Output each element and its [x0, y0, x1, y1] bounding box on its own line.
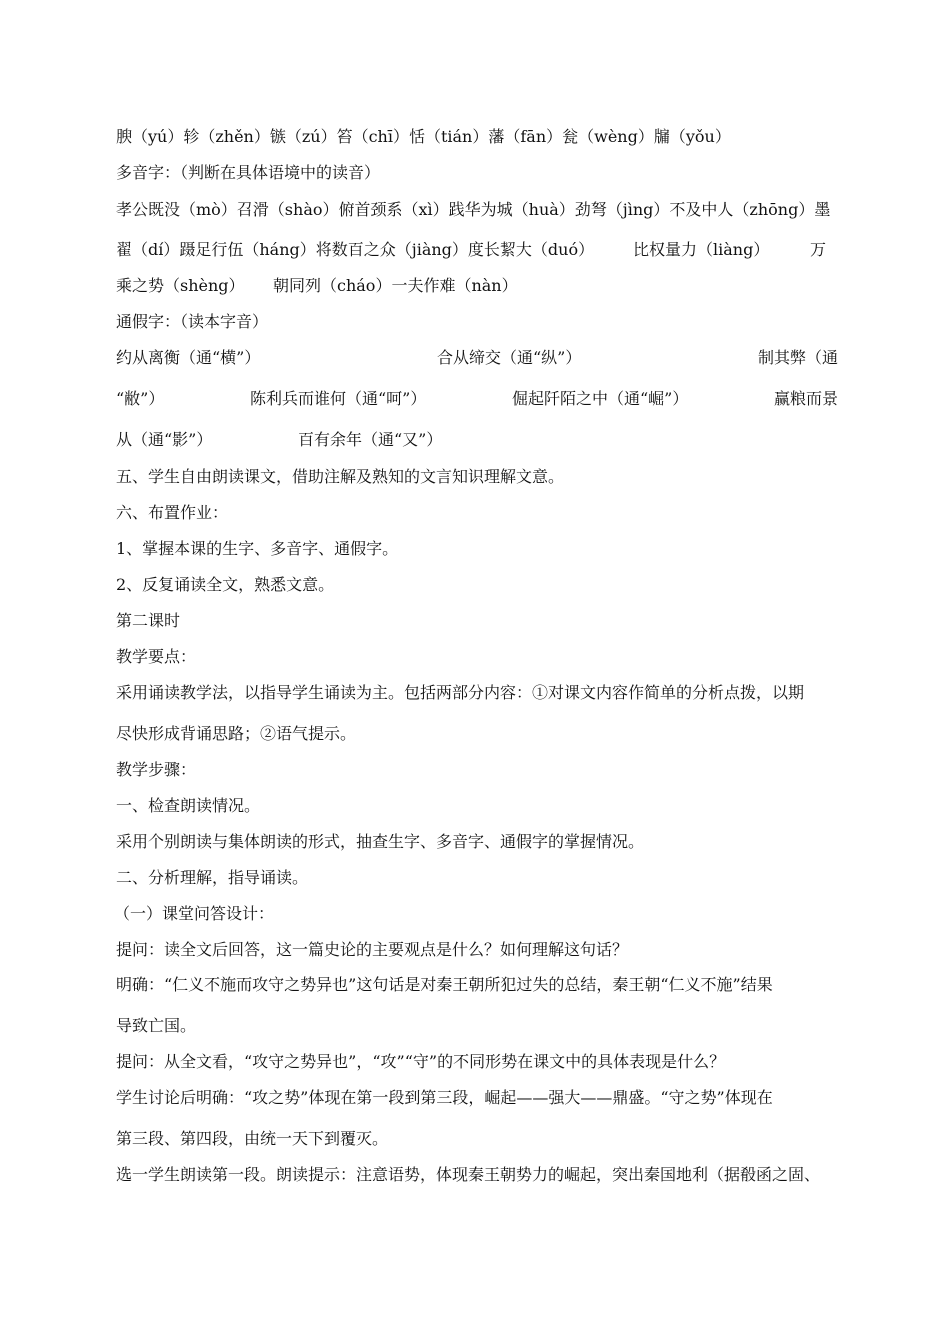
text-line: 提问：从全文看，“攻守之势异也”，“攻”“守”的不同形势在课文中的具体表现是什么？ — [116, 1052, 726, 1071]
text-line: 多音字：（判断在具体语境中的读音） — [116, 163, 381, 182]
text-line: 六、布置作业： — [116, 503, 229, 522]
text-line: 一、检查朗读情况。 — [116, 796, 261, 815]
text-segment: 赢粮而景 — [773, 389, 838, 408]
text-line: 朝同列（cháo）一夫作难（nàn） — [273, 276, 518, 295]
text-line: 通假字：（读本字音） — [116, 312, 269, 331]
text-segment: 陈利兵而谁何（通“呵”） — [249, 389, 427, 408]
text-row — [116, 389, 838, 409]
text-line: 比权量力（liàng） — [633, 240, 770, 259]
text-line: 乘之势（shèng） — [116, 276, 245, 295]
text-line: 翟（dí）蹑足行伍（háng）将数百之众（jiàng）度长絜大（duó） — [116, 240, 595, 259]
text-line: 1、掌握本课的生字、多音字、通假字。 — [116, 539, 399, 558]
text-segment: 合从缔交（通“纵”） — [436, 348, 582, 367]
text-line: 教学要点： — [116, 647, 197, 666]
section-heading: 第二课时 — [116, 611, 181, 630]
text-line: 从（通“影”） — [116, 430, 213, 449]
text-segment: 制其弊（通 — [757, 348, 838, 367]
text-row — [116, 348, 838, 368]
text-segment: 倔起阡陌之中（通“崛”） — [511, 389, 689, 408]
text-line: 明确：“仁义不施而攻守之势异也”这句话是对秦王朝所犯过失的总结，秦王朝“仁义不施”结果 — [116, 975, 773, 994]
text-segment: “敝”） — [116, 389, 165, 408]
text-line: 学生讨论后明确：“攻之势”体现在第一段到第三段，崛起——强大——鼎盛。“守之势”体现在 — [116, 1088, 773, 1107]
text-line: 导致亡国。 — [116, 1016, 197, 1035]
text-line: 孝公既没（mò）召滑（shào）俯首颈系（xì）践华为城（huà）劲弩（jìng）不及中人（zhōng）墨 — [116, 200, 831, 219]
text-line: 五、学生自由朗读课文，借助注解及熟知的文言知识理解文意。 — [116, 467, 565, 486]
text-line: 腴（yú）轸（zhěn）镞（zú）笞（chī）恬（tián）藩（fān）瓮（wèng）牖（yǒu） — [116, 127, 731, 146]
text-line: 教学步骤： — [116, 760, 197, 779]
text-line: 第三段、第四段，由统一天下到覆灭。 — [116, 1129, 389, 1148]
text-line: 选一学生朗读第一段。朗读提示：注意语势，体现秦王朝势力的崛起，突出秦国地利（据殽函之固、 — [116, 1165, 821, 1184]
text-line: 百有余年（通“又”） — [298, 430, 443, 449]
text-line: 万 — [810, 240, 827, 259]
text-line: 二、分析理解，指导诵读。 — [116, 868, 309, 887]
text-line: 采用诵读教学法，以指导学生诵读为主。包括两部分内容：①对课文内容作简单的分析点拨，以期 — [116, 683, 805, 702]
text-line: 尽快形成背诵思路；②语气提示。 — [116, 724, 357, 743]
text-line: 采用个别朗读与集体朗读的形式，抽查生字、多音字、通假字的掌握情况。 — [116, 832, 645, 851]
text-line: 2、反复诵读全文，熟悉文意。 — [116, 575, 335, 594]
text-line: 提问：读全文后回答，这一篇史论的主要观点是什么？如何理解这句话？ — [116, 940, 629, 959]
text-segment: 约从离衡（通“横”） — [116, 348, 261, 367]
text-line: （一）课堂问答设计： — [114, 904, 275, 923]
